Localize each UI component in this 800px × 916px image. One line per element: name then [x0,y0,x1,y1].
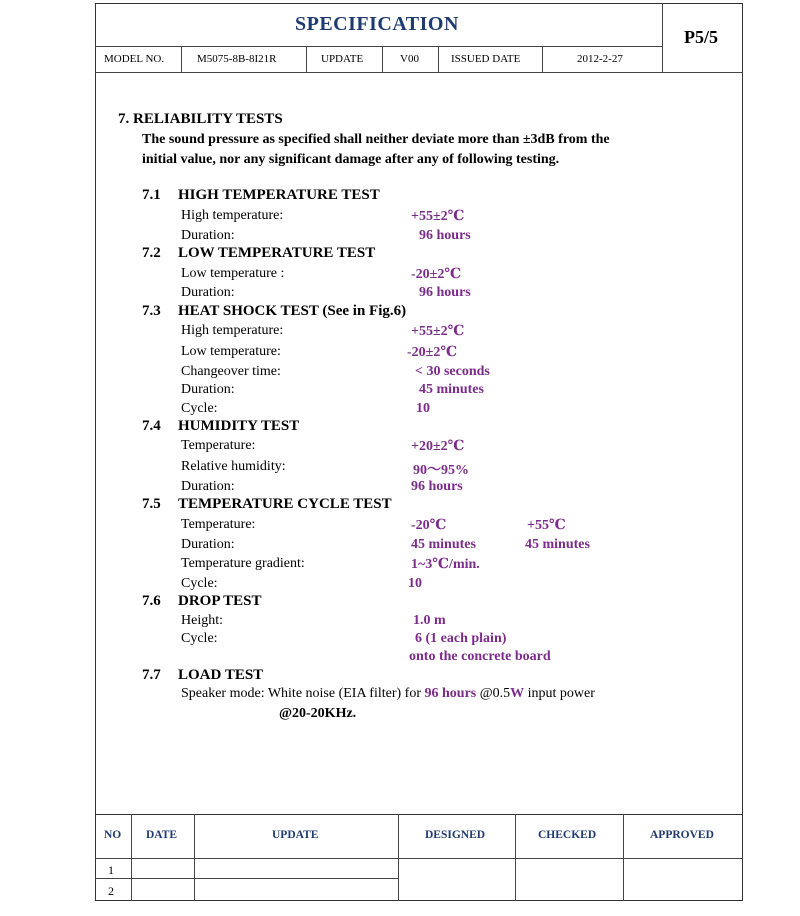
test-7-5-label: Duration: [181,537,235,552]
test-7-1-label: Duration: [181,228,235,243]
footer-row-divider [95,878,398,879]
footer-checked-header: CHECKED [538,829,597,841]
footer-update-header: UPDATE [272,829,319,841]
intro-line-2: initial value, nor any significant damage after any of following testing. [142,152,560,167]
update-value: V00 [400,53,419,65]
load-test-description [181,686,595,702]
test-7-5-value: +55℃ [527,518,566,533]
test-7-6-value: onto the concrete board [409,649,551,664]
header-bottom-border [95,72,743,73]
test-7-4-value: 90～95% [413,463,469,478]
test-7-2-title: LOW TEMPERATURE TEST [178,245,376,261]
test-7-1-label: High temperature: [181,208,284,223]
footer-no-header: NO [104,829,122,841]
test-7-5-value: 45 minutes [411,537,476,552]
footer-col-divider [194,814,195,901]
test-7-3-label: Changeover time: [181,364,281,379]
test-7-2-label: Duration: [181,285,235,300]
test-7-1-number: 7.1 [142,187,161,203]
test-7-5-title: TEMPERATURE CYCLE TEST [178,496,392,512]
test-7-3-value: 45 minutes [419,382,484,397]
page-number: P5/5 [684,27,718,47]
test-7-1-value: 96 hours [419,228,471,243]
document-title: SPECIFICATION [295,13,459,35]
footer-header-divider [95,858,743,859]
test-7-2-value: -20±2℃ [411,267,462,282]
test-7-3-value: +55±2℃ [411,324,465,339]
footer-date-header: DATE [146,829,178,841]
load-test-watt-unit: W [510,686,525,701]
footer-designed-header: DESIGNED [425,829,486,841]
test-7-4-value: +20±2℃ [411,439,465,454]
test-7-3-label: High temperature: [181,323,284,338]
test-7-3-label: Duration: [181,382,235,397]
test-7-4-label: Duration: [181,479,235,494]
header-cell-divider [542,46,543,72]
test-7-3-title: HEAT SHOCK TEST (See in Fig.6) [178,303,407,319]
page-no-divider [662,3,663,72]
header-cell-divider [306,46,307,72]
test-7-5-number: 7.5 [142,496,161,512]
test-7-3-label: Cycle: [181,401,218,416]
load-test-frequency-value: @20-20KHz. [279,706,357,721]
footer-approved-header: APPROVED [650,829,714,841]
footer-top-border [95,814,743,815]
test-7-2-number: 7.2 [142,245,161,261]
model-no-label: MODEL NO. [104,53,165,65]
test-7-2-value: 96 hours [419,285,471,300]
section-heading: 7. RELIABILITY TESTS [118,111,283,127]
test-7-4-title: HUMIDITY TEST [178,418,300,434]
test-7-1-value: +55±2℃ [411,209,465,224]
test-7-4-label: Relative humidity: [181,459,286,474]
test-7-1-title: HIGH TEMPERATURE TEST [178,187,380,203]
test-7-5-value: 1~3℃/min. [411,557,480,572]
test-7-6-label: Cycle: [181,631,218,646]
test-7-5-label: Cycle: [181,576,218,591]
test-7-6-value: 6 (1 each plain) [415,631,507,646]
test-7-7-title: LOAD TEST [178,667,264,683]
load-test-text: Speaker mode: White noise (EIA filter) for [181,686,425,701]
test-7-5-value: 45 minutes [525,537,590,552]
footer-col-divider [398,814,399,901]
test-7-3-value: -20±2℃ [407,345,458,360]
test-7-5-label: Temperature: [181,517,256,532]
test-7-6-label: Height: [181,613,223,628]
test-7-6-number: 7.6 [142,593,161,609]
footer-row-number: 1 [108,863,114,877]
load-test-text: input power [524,686,595,701]
header-cell-divider [382,46,383,72]
header-cell-divider [438,46,439,72]
test-7-3-value: < 30 seconds [415,364,490,379]
test-7-5-label: Temperature gradient: [181,556,305,571]
test-7-3-number: 7.3 [142,303,161,319]
update-label: UPDATE [321,53,364,65]
footer-col-divider [623,814,624,901]
test-7-4-number: 7.4 [142,418,161,434]
test-7-2-label: Low temperature : [181,266,285,281]
test-7-6-value: 1.0 m [413,613,446,628]
footer-col-divider [515,814,516,901]
load-test-text: @0.5 [476,686,511,701]
test-7-3-value: 10 [416,401,430,416]
test-7-4-label: Temperature: [181,438,256,453]
issued-date-label: ISSUED DATE [451,53,521,65]
test-7-5-value: 10 [408,576,422,591]
footer-col-divider [131,814,132,901]
footer-row-number: 2 [108,884,114,898]
intro-line-1: The sound pressure as specified shall neither deviate more than ±3dB from the [142,132,610,147]
test-7-3-label: Low temperature: [181,344,281,359]
header-cell-divider [181,46,182,72]
test-7-7-number: 7.7 [142,667,161,683]
test-7-5-value: -20℃ [411,518,447,533]
test-7-6-title: DROP TEST [178,593,262,609]
test-7-4-value: 96 hours [411,479,463,494]
model-no-value: M5075-8B-8I21R [197,53,277,65]
issued-date-value: 2012-2-27 [577,53,623,65]
load-test-hours: 96 hours [424,686,477,701]
load-test-frequency [279,706,356,722]
